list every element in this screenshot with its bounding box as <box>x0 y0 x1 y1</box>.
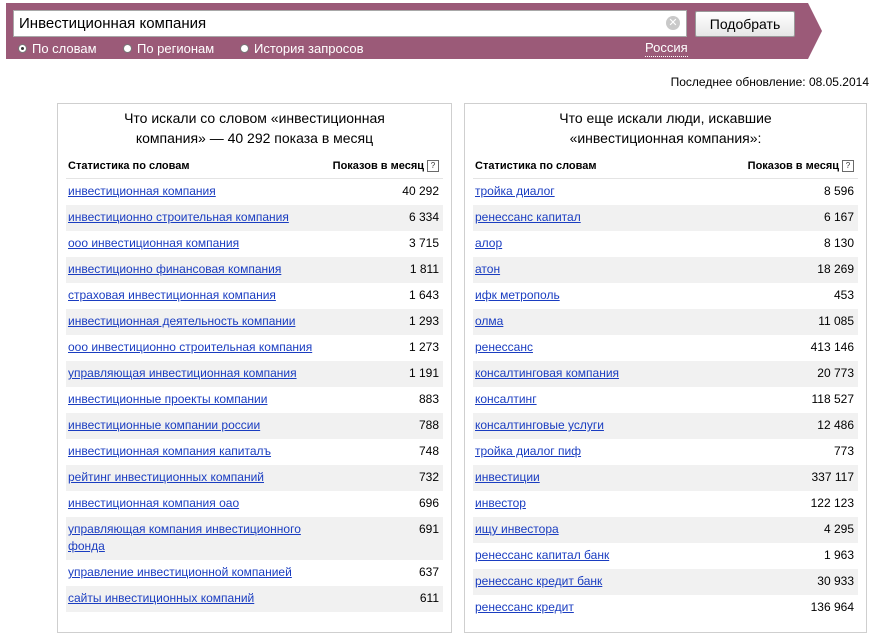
impressions-count: 883 <box>418 392 439 406</box>
keyword-link[interactable]: инвестиционная компания оао <box>68 496 240 510</box>
keyword-link[interactable]: тройка диалог <box>475 184 555 198</box>
column-header-count <box>333 160 439 172</box>
mode-by-words[interactable] <box>18 41 97 56</box>
keyword-link[interactable]: консалтинговая компания <box>475 366 620 380</box>
column-header-count <box>748 160 854 172</box>
impressions-count: 30 933 <box>817 574 854 588</box>
table-row <box>473 205 858 231</box>
impressions-count: 11 085 <box>818 314 854 328</box>
table-row <box>473 361 858 387</box>
impressions-count: 6 334 <box>408 210 439 224</box>
table-row <box>473 387 858 413</box>
table-row <box>473 595 858 621</box>
table-row <box>66 309 443 335</box>
table-row <box>66 517 443 560</box>
keyword-link[interactable]: тройка диалог пиф <box>475 444 582 458</box>
keyword-link[interactable]: консалтинговые услуги <box>475 418 604 432</box>
keyword-link[interactable]: инвестиции <box>475 470 540 484</box>
search-bar <box>0 0 881 62</box>
impressions-count: 788 <box>418 418 439 432</box>
region-selector[interactable]: Россия <box>645 40 688 55</box>
impressions-count: 1 273 <box>408 340 439 354</box>
impressions-count: 4 295 <box>823 522 854 536</box>
keyword-link[interactable]: ренессанс кредит <box>475 600 574 614</box>
impressions-count: 1 963 <box>823 548 854 562</box>
impressions-count: 118 527 <box>811 392 854 406</box>
impressions-count: 453 <box>833 288 854 302</box>
keyword-link[interactable]: инвестиционная компания <box>68 184 216 198</box>
impressions-count: 20 773 <box>817 366 854 380</box>
keyword-link[interactable]: инвестиционная компания капиталъ <box>68 444 272 458</box>
panel-title: Что еще искали люди, искавшие «инвестиционная компания»: <box>559 110 772 146</box>
table-row <box>473 309 858 335</box>
table-row <box>473 231 858 257</box>
radio-icon[interactable] <box>123 44 132 53</box>
related-table <box>473 178 858 621</box>
keyword-link[interactable]: ренессанс капитал банк <box>475 548 610 562</box>
radio-checked-icon[interactable] <box>18 44 27 53</box>
keyword-link[interactable]: управляющая компания инвестиционного фонда <box>68 522 301 553</box>
keyword-link[interactable]: консалтинг <box>475 392 537 406</box>
keyword-link[interactable]: управляющая инвестиционная компания <box>68 366 297 380</box>
mode-history[interactable] <box>240 41 364 56</box>
impressions-count: 12 486 <box>817 418 854 432</box>
table-row <box>66 465 443 491</box>
table-row <box>473 335 858 361</box>
search-input[interactable] <box>14 11 659 36</box>
keyword-link[interactable]: ренессанс <box>475 340 533 354</box>
keyword-link[interactable]: ооо инвестиционная компания <box>68 236 240 250</box>
keyword-link[interactable]: инвестиционные компании россии <box>68 418 261 432</box>
keyword-link[interactable]: страховая инвестиционная компания <box>68 288 276 302</box>
impressions-count: 18 269 <box>817 262 854 276</box>
mode-by-regions[interactable] <box>123 41 214 56</box>
keyword-link[interactable]: алор <box>475 236 503 250</box>
keyword-table <box>66 178 443 612</box>
table-row <box>473 517 858 543</box>
help-icon[interactable]: ? <box>842 160 854 172</box>
clear-icon[interactable]: ✕ <box>666 16 680 30</box>
impressions-count: 691 <box>418 522 439 536</box>
mode-label: По регионам <box>137 41 215 56</box>
impressions-count: 1 811 <box>409 262 439 276</box>
keyword-link[interactable]: рейтинг инвестиционных компаний <box>68 470 265 484</box>
keyword-link[interactable]: ищу инвестора <box>475 522 559 536</box>
impressions-count: 773 <box>833 444 854 458</box>
impressions-count: 337 117 <box>811 470 854 484</box>
keyword-link[interactable]: инвестор <box>475 496 526 510</box>
column-header-count-label: Показов в месяц <box>332 160 424 172</box>
keyword-link[interactable]: инвестиционно строительная компания <box>68 210 289 224</box>
keyword-link[interactable]: атон <box>475 262 501 276</box>
keyword-link[interactable]: ооо инвестиционно строительная компания <box>68 340 313 354</box>
search-field[interactable] <box>13 10 687 37</box>
panel-title: Что искали со словом «инвестиционная компания» — 40 292 показа в месяц <box>124 110 385 146</box>
radio-icon[interactable] <box>240 44 249 53</box>
table-row <box>66 257 443 283</box>
table-row <box>66 283 443 309</box>
table-row <box>66 413 443 439</box>
impressions-count: 136 964 <box>810 600 854 614</box>
table-row <box>66 361 443 387</box>
table-row <box>473 283 858 309</box>
column-header-count-label: Показов в месяц <box>747 160 839 172</box>
impressions-count: 1 293 <box>408 314 439 328</box>
impressions-count: 3 715 <box>408 236 439 250</box>
table-row <box>66 179 443 205</box>
mode-label: По словам <box>32 41 97 56</box>
keyword-link[interactable]: инвестиционно финансовая компания <box>68 262 282 276</box>
keyword-link[interactable]: ренессанс капитал <box>475 210 581 224</box>
impressions-count: 732 <box>418 470 439 484</box>
impressions-count: 1 643 <box>408 288 439 302</box>
keyword-link[interactable]: управление инвестиционной компанией <box>68 565 292 579</box>
keyword-link[interactable]: ренессанс кредит банк <box>475 574 603 588</box>
table-row <box>473 465 858 491</box>
impressions-count: 611 <box>419 591 439 605</box>
table-row <box>473 179 858 205</box>
mode-label: История запросов <box>254 41 364 56</box>
impressions-count: 40 292 <box>402 184 439 198</box>
keyword-link[interactable]: инвестиционные проекты компании <box>68 392 268 406</box>
table-row <box>66 439 443 465</box>
table-row <box>66 205 443 231</box>
impressions-count: 696 <box>418 496 439 510</box>
impressions-count: 413 146 <box>810 340 854 354</box>
right-panel <box>464 103 867 633</box>
impressions-count: 637 <box>418 565 439 579</box>
table-row <box>473 439 858 465</box>
impressions-count: 8 130 <box>823 236 854 250</box>
keyword-link[interactable]: ифк метрополь <box>475 288 560 302</box>
last-update: Последнее обновление: 08.05.2014 <box>670 75 869 89</box>
table-row <box>473 543 858 569</box>
help-icon[interactable]: ? <box>427 160 439 172</box>
column-header-keyword: Статистика по словам <box>68 160 190 172</box>
keyword-link[interactable]: инвестиционная деятельность компании <box>68 314 296 328</box>
left-panel <box>57 103 452 633</box>
table-row <box>473 491 858 517</box>
table-row <box>473 569 858 595</box>
table-row <box>66 335 443 361</box>
table-row <box>473 413 858 439</box>
table-row <box>473 257 858 283</box>
impressions-count: 1 191 <box>408 366 439 380</box>
table-row <box>66 491 443 517</box>
impressions-count: 8 596 <box>823 184 854 198</box>
impressions-count: 6 167 <box>823 210 854 224</box>
impressions-count: 122 123 <box>810 496 854 510</box>
column-header-keyword: Статистика по словам <box>475 160 597 172</box>
keyword-link[interactable]: олма <box>475 314 504 328</box>
submit-button[interactable]: Подобрать <box>695 11 795 37</box>
table-row <box>66 560 443 586</box>
table-row <box>66 387 443 413</box>
table-row <box>66 231 443 257</box>
impressions-count: 748 <box>418 444 439 458</box>
table-row <box>66 586 443 612</box>
keyword-link[interactable]: сайты инвестиционных компаний <box>68 591 255 605</box>
